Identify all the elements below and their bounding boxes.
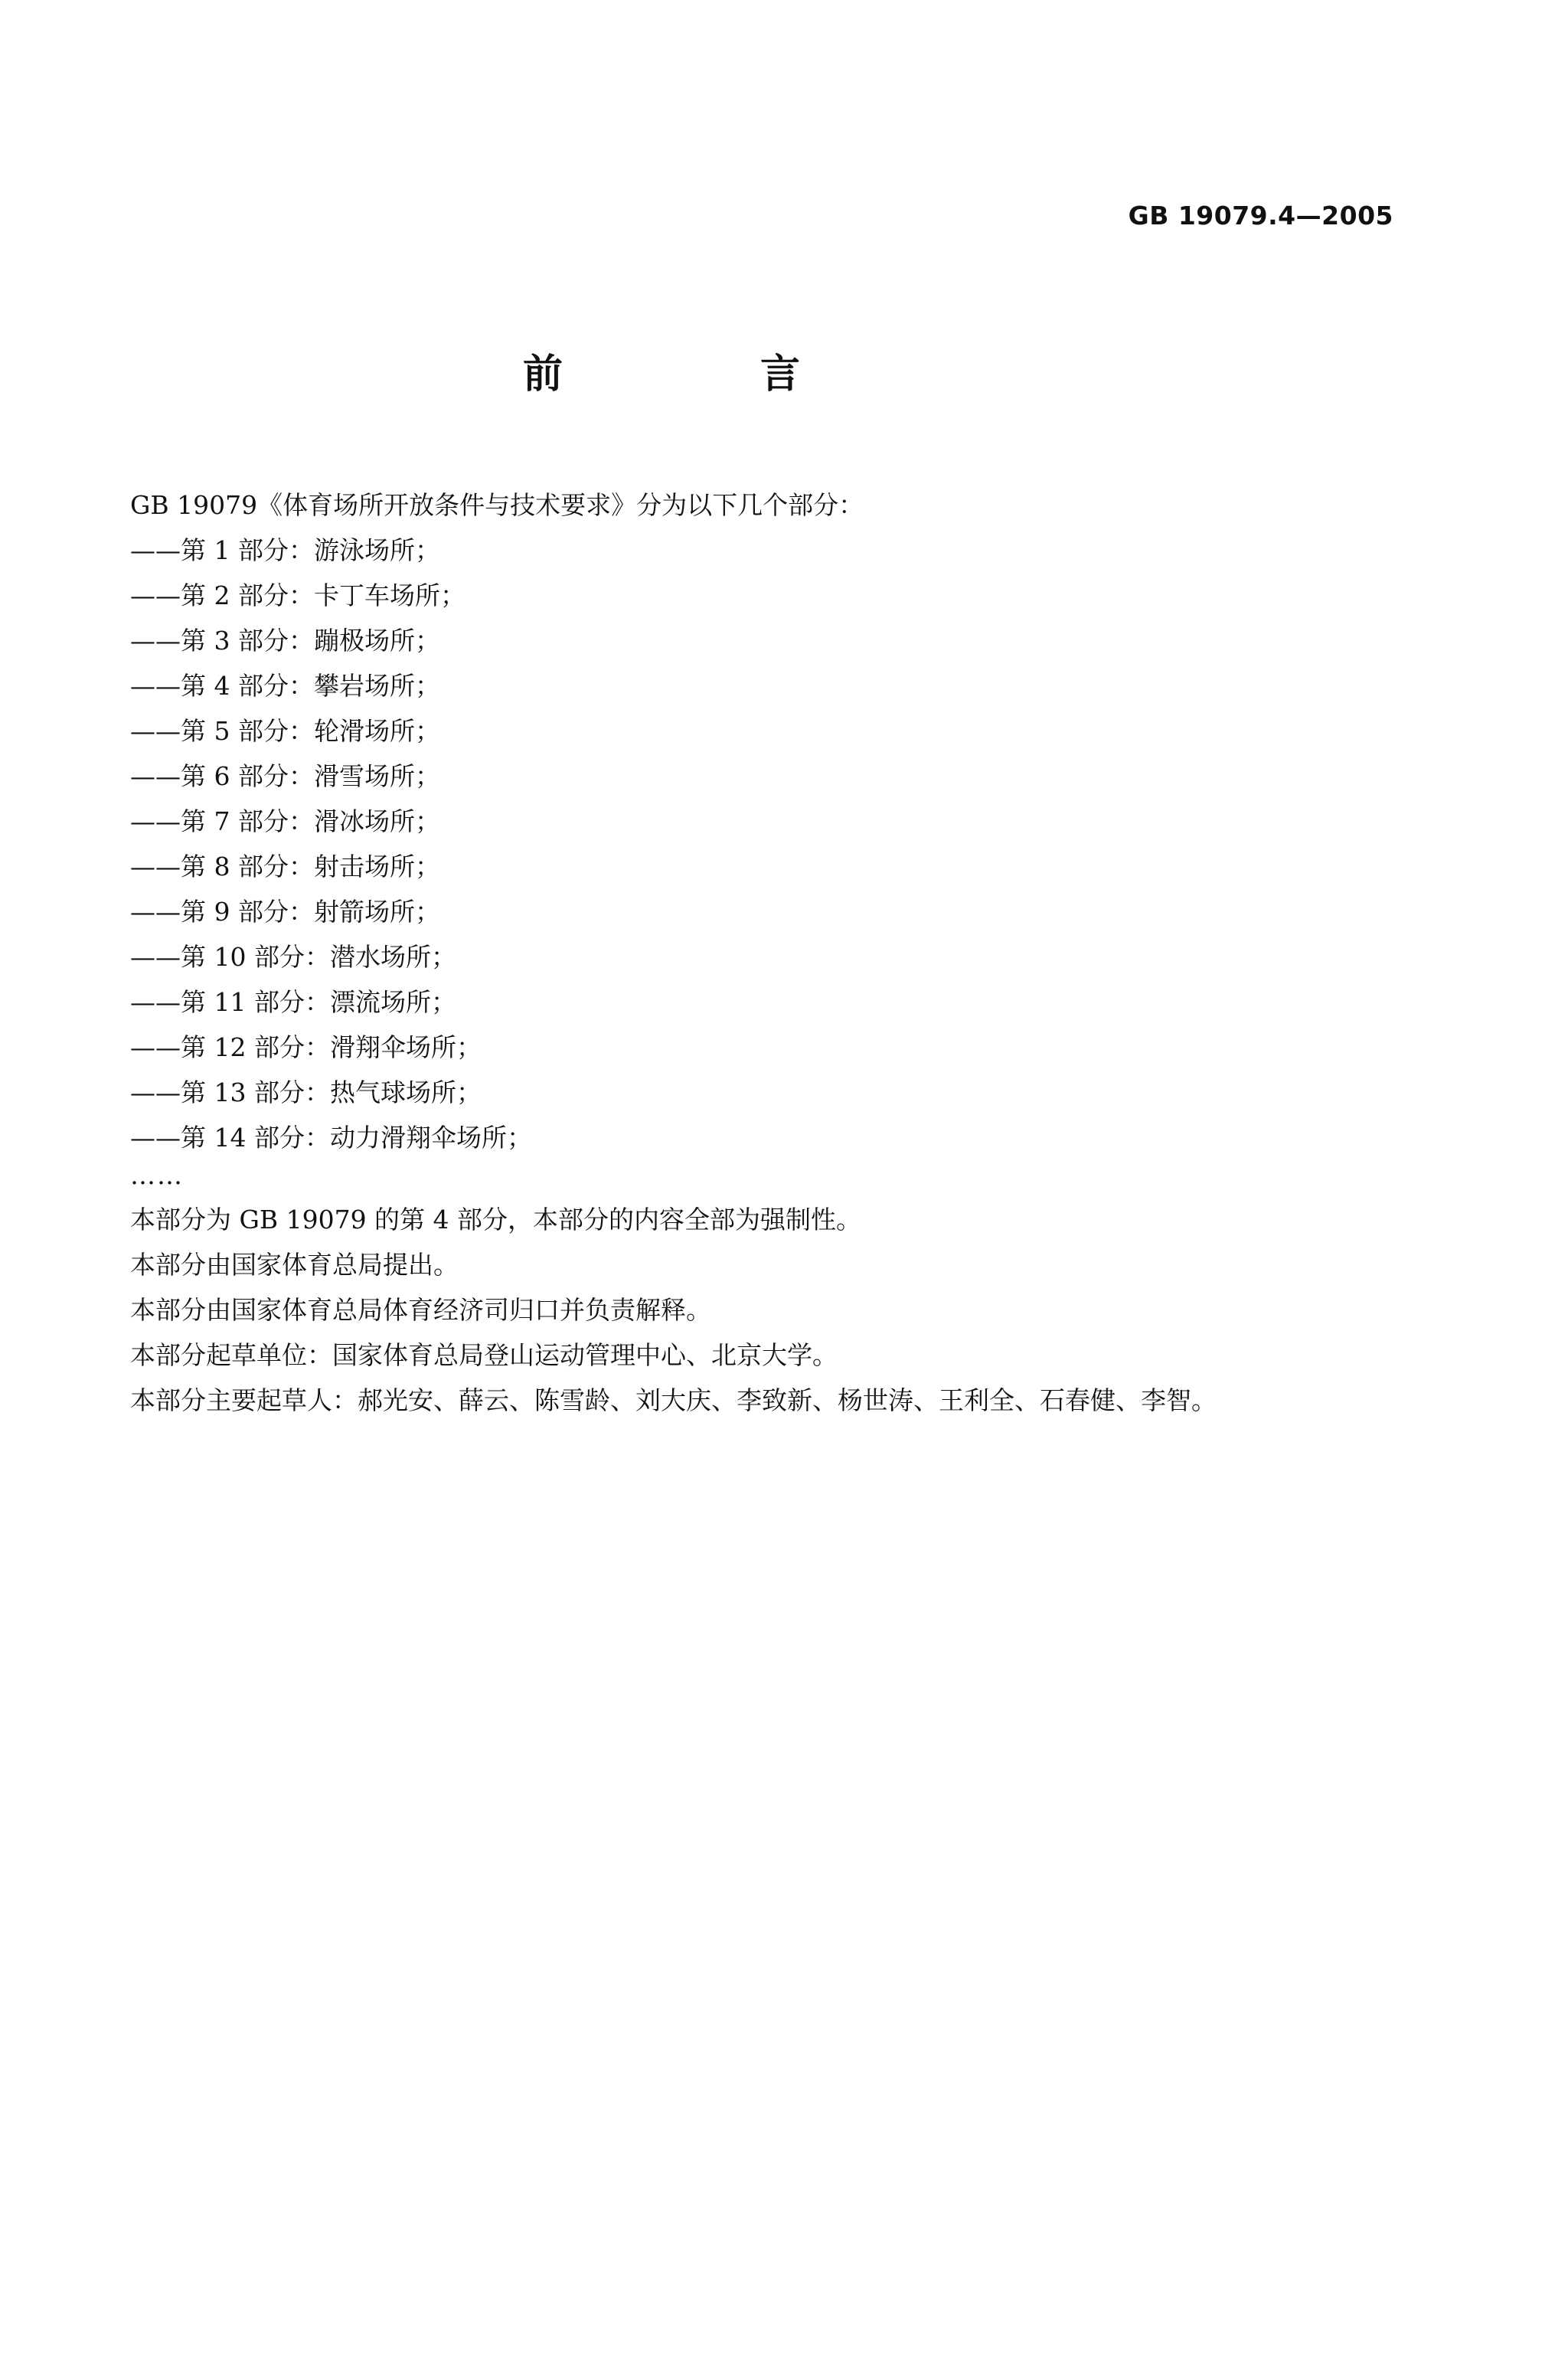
list-item: ——第 7 部分：滑冰场所； [130, 806, 440, 836]
statement-responsible: 本部分由国家体育总局体育经济司归口并负责解释。 [130, 1295, 711, 1325]
list-item: ——第 3 部分：蹦极场所； [130, 626, 440, 656]
list-ellipsis: …… [130, 1160, 184, 1190]
intro-paragraph: GB 19079《体育场所开放条件与技术要求》分为以下几个部分： [130, 490, 864, 520]
list-item: ——第 2 部分：卡丁车场所； [130, 580, 466, 610]
statement-drafting-units: 本部分起草单位：国家体育总局登山运动管理中心、北京大学。 [130, 1340, 838, 1370]
list-item: ——第 11 部分：漂流场所； [130, 987, 456, 1017]
statement-drafters: 本部分主要起草人：郝光安、薛云、陈雪龄、刘大庆、李致新、杨世涛、王利全、石春健、李智。 [130, 1385, 1217, 1415]
list-item: ——第 14 部分：动力滑翔伞场所； [130, 1123, 532, 1153]
foreword-body [130, 482, 1432, 1423]
statement-proposer: 本部分由国家体育总局提出。 [130, 1250, 459, 1280]
standard-number: GB 19079.4—2005 [1128, 201, 1393, 231]
list-item: ——第 12 部分：滑翔伞场所； [130, 1032, 482, 1062]
page-title: 前 言 [522, 352, 893, 397]
list-item: ——第 4 部分：攀岩场所； [130, 671, 440, 701]
list-item: ——第 13 部分：热气球场所； [130, 1077, 482, 1107]
statement-scope: 本部分为 GB 19079 的第 4 部分，本部分的内容全部为强制性。 [130, 1205, 862, 1234]
list-item: ——第 1 部分：游泳场所； [130, 535, 440, 565]
list-item: ——第 6 部分：滑雪场所； [130, 761, 440, 791]
list-item: ——第 5 部分：轮滑场所； [130, 716, 440, 746]
list-item: ——第 9 部分：射箭场所； [130, 897, 440, 927]
list-item: ——第 8 部分：射击场所； [130, 852, 440, 881]
parts-list [130, 528, 1432, 1160]
list-item: ——第 10 部分：潜水场所； [130, 942, 456, 972]
